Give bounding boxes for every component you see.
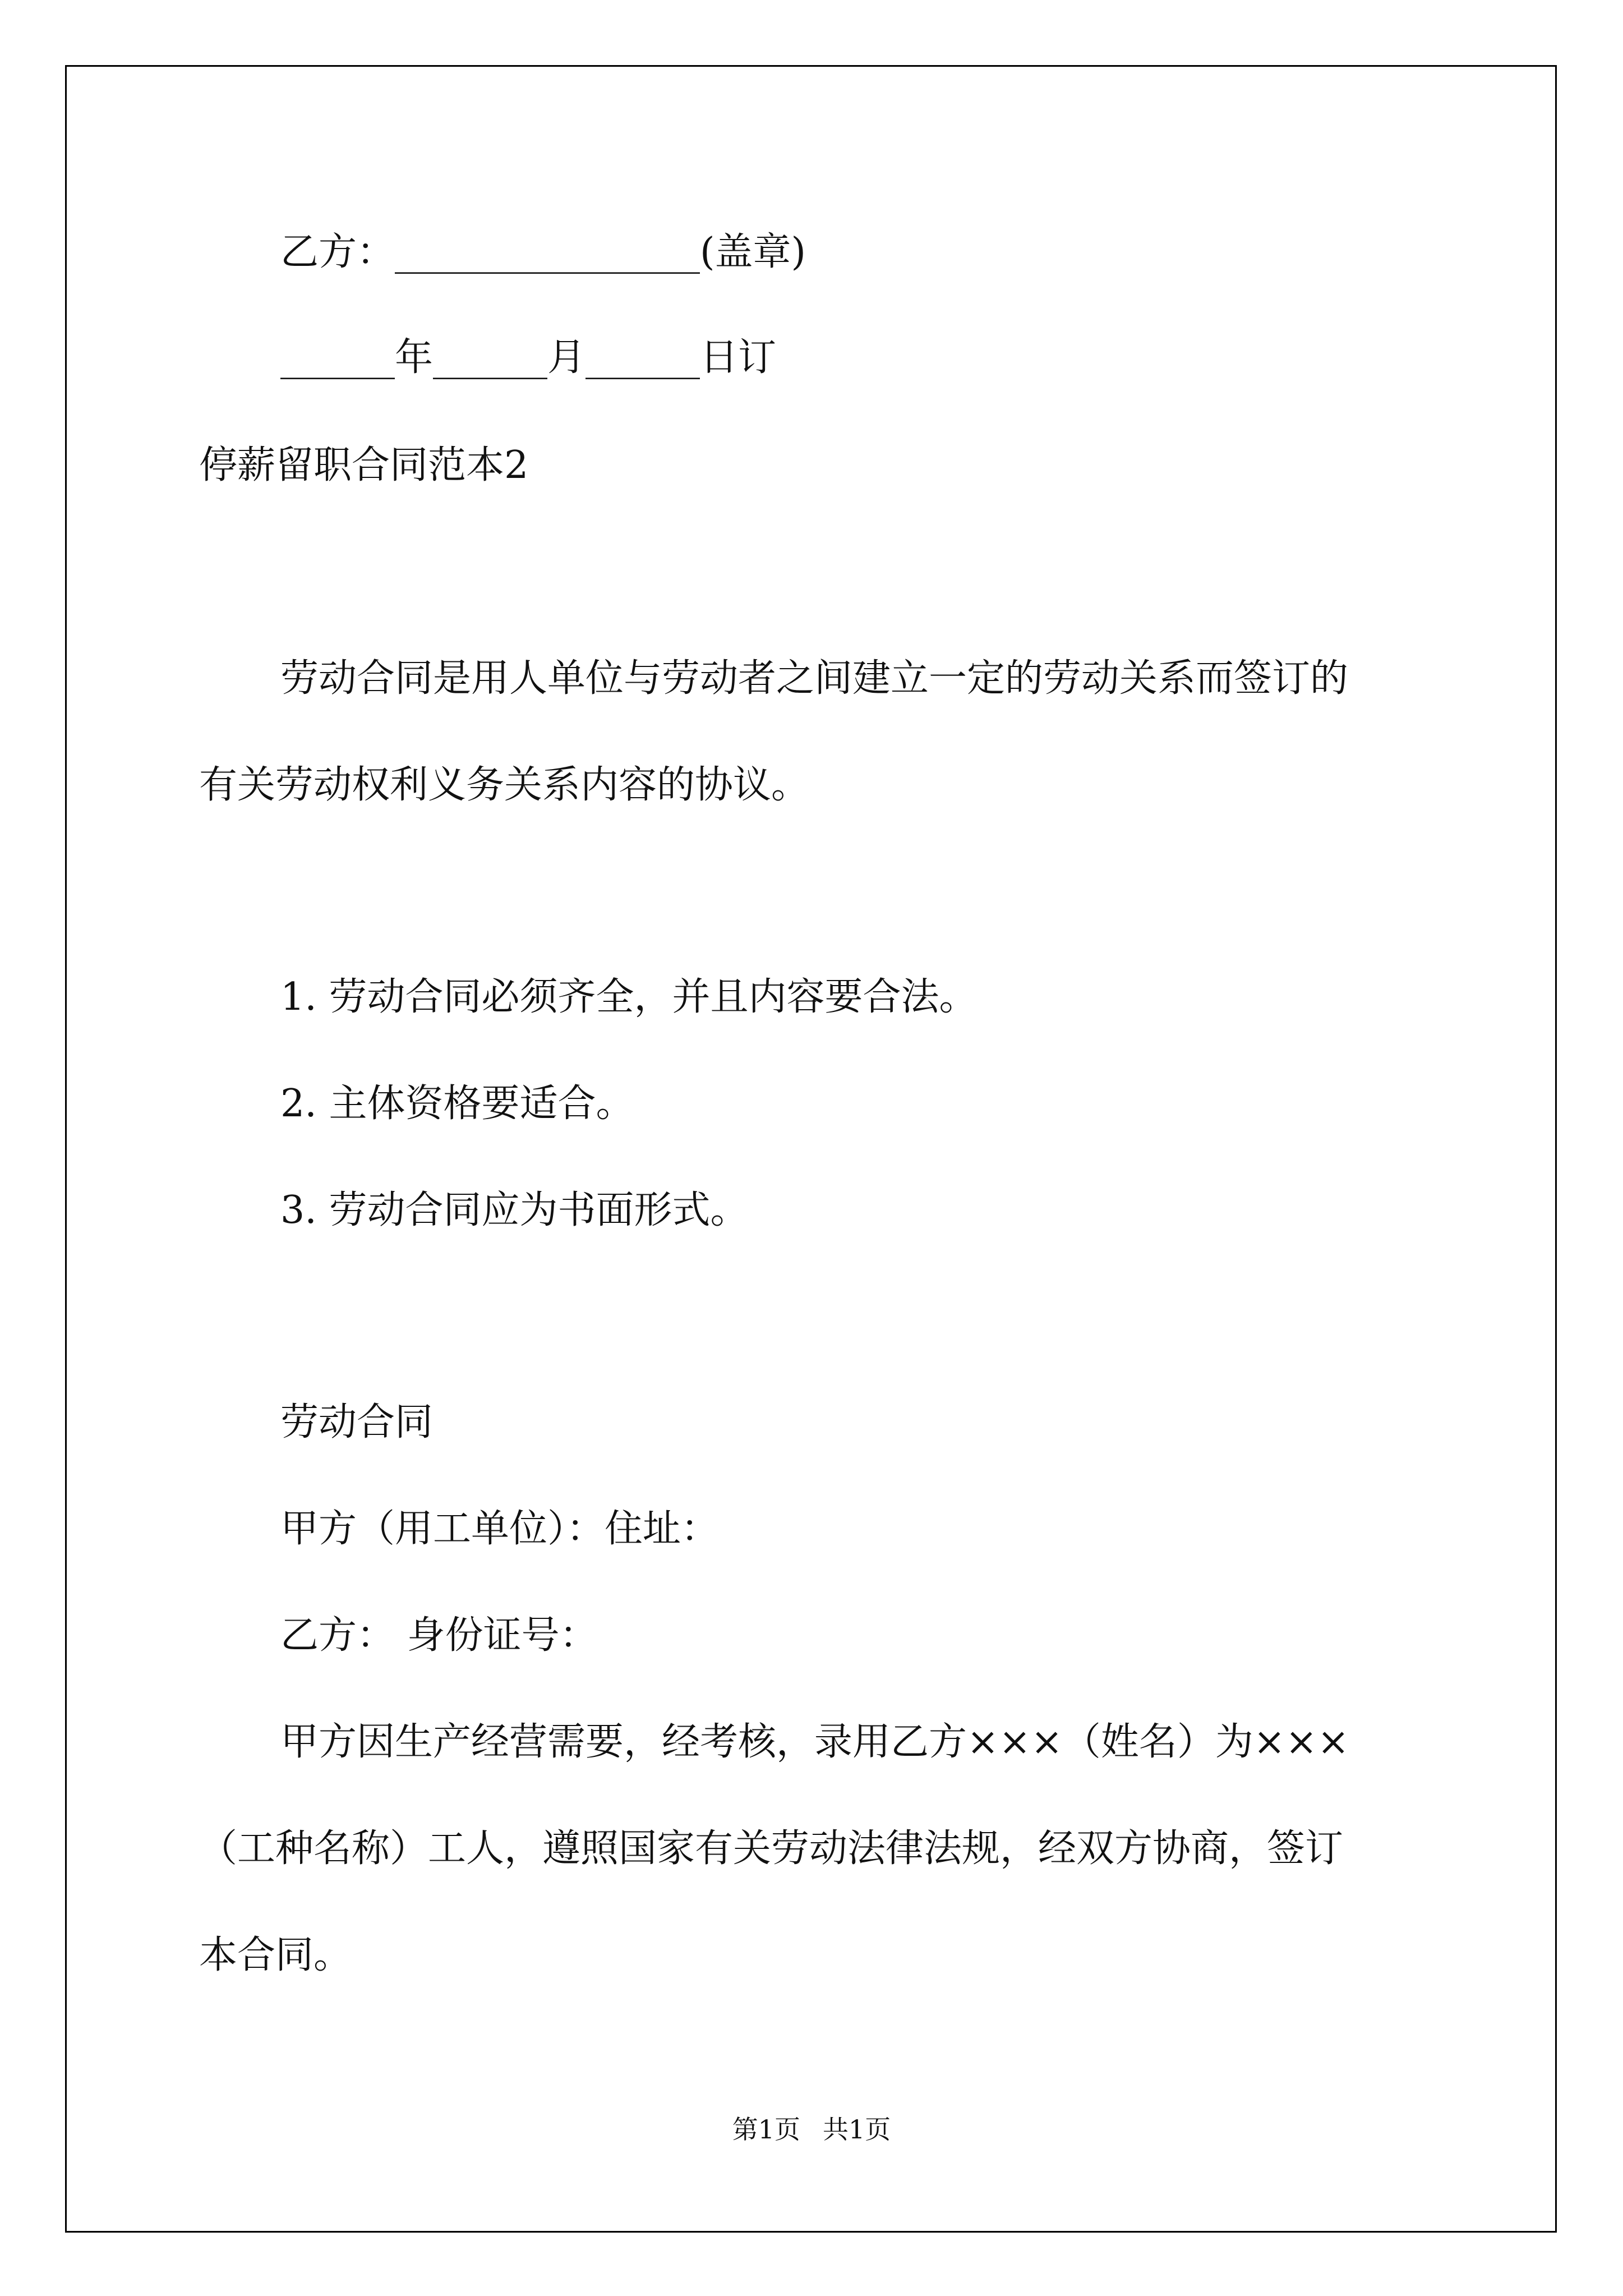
contract-title: 劳动合同 <box>280 1400 434 1444</box>
page-footer <box>0 2109 1623 2146</box>
party-b-seal-line: 乙方：________________(盖章) <box>280 230 806 274</box>
page-number: 第1页 <box>732 2114 800 2145</box>
list-item-2: 2. 主体资格要适合。 <box>280 1082 634 1126</box>
intro-paragraph-line-1: 劳动合同是用人单位与劳动者之间建立一定的劳动关系而签订的 <box>280 656 1349 701</box>
body-paragraph-line-3: 本合同。 <box>199 1933 352 1977</box>
party-b-line: 乙方： 身份证号： <box>280 1613 598 1658</box>
page-total: 共1页 <box>823 2114 891 2145</box>
list-item-1: 1. 劳动合同必须齐全，并且内容要合法。 <box>280 975 978 1019</box>
date-line: ______年______月______日订 <box>280 335 777 380</box>
body-paragraph-line-1: 甲方因生产经营需要，经考核，录用乙方×××（姓名）为××× <box>280 1720 1349 1764</box>
section-title: 停薪留职合同范本2 <box>199 443 529 487</box>
body-paragraph-line-2: （工种名称）工人，遵照国家有关劳动法律法规，经双方协商，签订 <box>199 1826 1344 1871</box>
page-border <box>65 65 1557 2233</box>
intro-paragraph-line-2: 有关劳动权利义务关系内容的协议。 <box>199 763 810 807</box>
party-a-line: 甲方（用工单位）：住址： <box>280 1507 720 1551</box>
list-item-3: 3. 劳动合同应为书面形式。 <box>280 1188 749 1232</box>
